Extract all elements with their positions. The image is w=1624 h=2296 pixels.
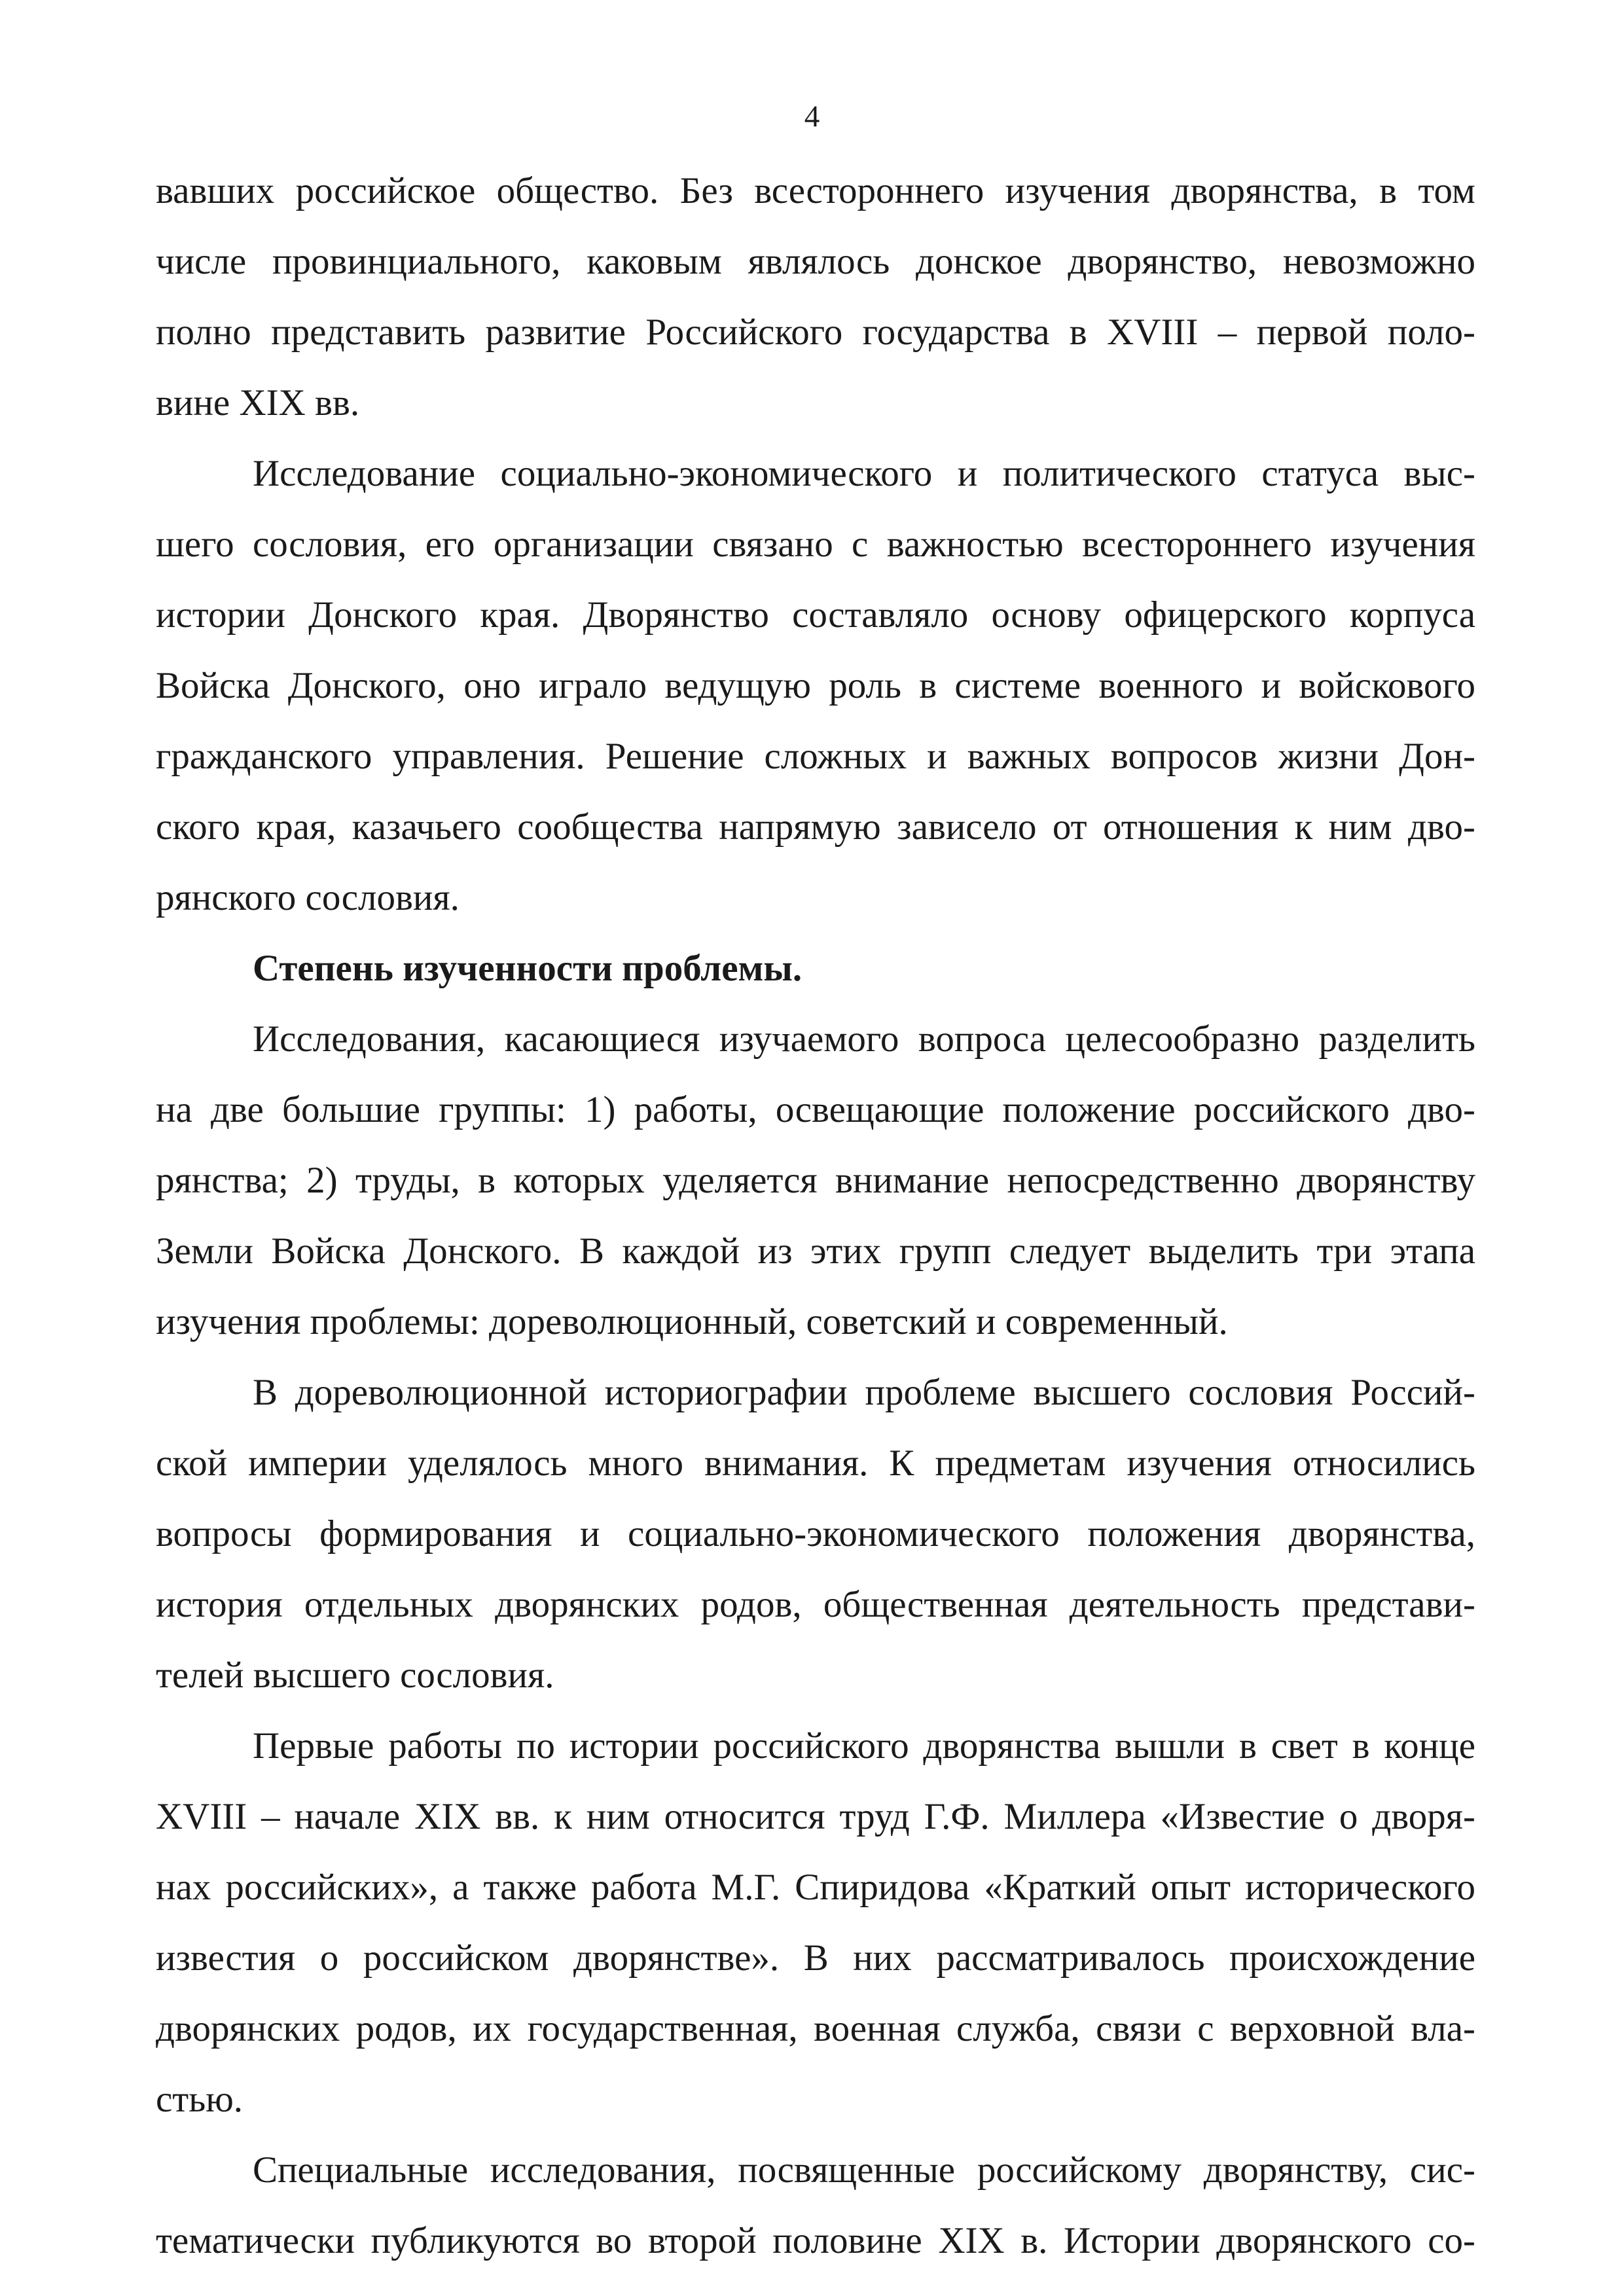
text-line: ской империи уделялось много внимания. К предметам изучения относились (156, 1443, 1475, 1484)
text-line: изучения проблемы: дореволюционный, советский и современный. (156, 1301, 1228, 1342)
text-line: гражданского управления. Решение сложных и важных вопросов жизни Дон- (156, 736, 1475, 777)
text-line: стью. (156, 2079, 244, 2120)
text-line: XVIII – начале XIX вв. к ним относится труд Г.Ф. Миллера «Известие о дворя- (156, 1796, 1475, 1837)
page-number: 4 (804, 99, 820, 134)
text-line: известия о российском дворянстве». В них рассматривалось происхождение (156, 1937, 1475, 1979)
text-line: история отдельных дворянских родов, общественная деятельность представи- (156, 1584, 1475, 1625)
text-line: рянского сословия. (156, 877, 460, 918)
text-line: вине XIX вв. (156, 382, 360, 423)
text-line: на две большие группы: 1) работы, освещающие положение российского дво- (156, 1089, 1475, 1130)
text-line: Первые работы по истории российского дворянства вышли в свет в конце (253, 1725, 1475, 1767)
text-line: дворянских родов, их государственная, военная служба, связи с верховной вла- (156, 2008, 1475, 2049)
text-line: вопросы формирования и социально-экономического положения дворянства, (156, 1513, 1475, 1554)
text-line: телей высшего сословия. (156, 1655, 554, 1696)
text-line: истории Донского края. Дворянство составляло основу офицерского корпуса (156, 594, 1475, 636)
text-line: шего сословия, его организации связано с важностью всестороннего изучения (156, 524, 1475, 565)
text-line: В дореволюционной историографии проблеме высшего сословия Россий- (253, 1372, 1475, 1413)
text-line: рянства; 2) труды, в которых уделяется внимание непосредственно дворянству (156, 1160, 1475, 1201)
body-text (156, 156, 1475, 2276)
text-line: нах российских», а также работа М.Г. Спиридова «Краткий опыт исторического (156, 1867, 1475, 1908)
text-line: вавших российское общество. Без всестороннего изучения дворянства, в том (156, 170, 1475, 211)
text-line: Специальные исследования, посвященные российскому дворянству, сис- (253, 2149, 1475, 2191)
text-line: Войска Донского, оно играло ведущую роль в системе военного и войскового (156, 665, 1475, 706)
text-line: Земли Войска Донского. В каждой из этих групп следует выделить три этапа (156, 1230, 1475, 1272)
text-line: числе провинциального, каковым являлось донское дворянство, невозможно (156, 241, 1475, 282)
text-line: ского края, казачьего сообщества напрямую зависело от отношения к ним дво- (156, 806, 1475, 848)
section-heading: Степень изученности проблемы. (253, 948, 803, 989)
text-line: Исследование социально-экономического и политического статуса выс- (253, 453, 1475, 494)
text-line: Исследования, касающиеся изучаемого вопроса целесообразно разделить (253, 1018, 1475, 1060)
text-line: тематически публикуются во второй половине XIX в. Истории дворянского со- (156, 2220, 1475, 2261)
text-line: полно представить развитие Российского государства в XVIII – первой поло- (156, 312, 1475, 353)
